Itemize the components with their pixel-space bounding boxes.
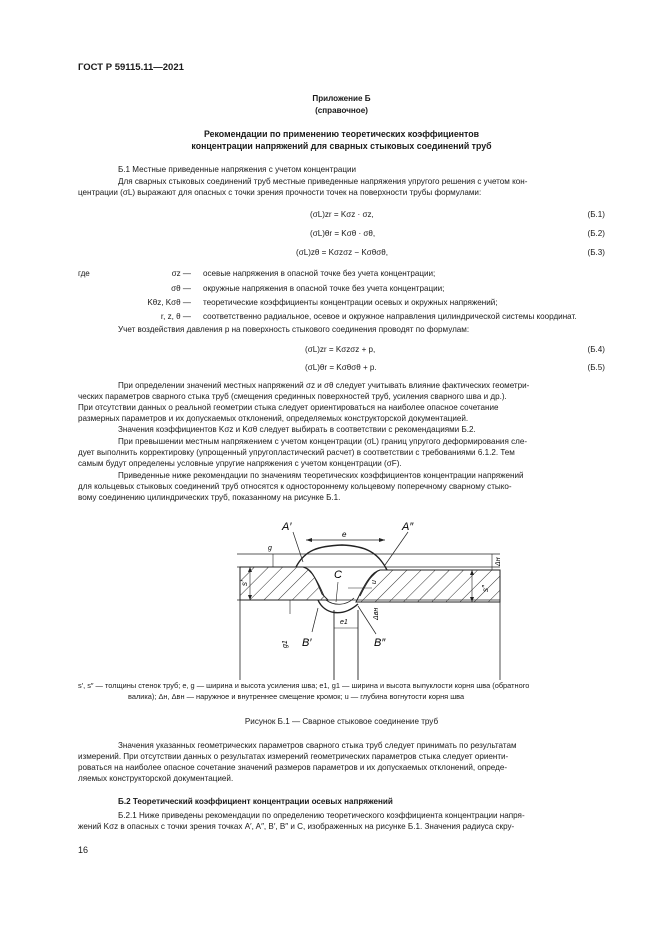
document-id: ГОСТ Р 59115.11—2021 <box>78 62 184 73</box>
appendix-title: Приложение Б <box>312 94 371 103</box>
equation-b5-formula: (σL)θr = Kσθσθ + p. <box>305 363 377 372</box>
where-word: где <box>78 269 90 278</box>
b1-p4: Значения коэффициентов Kσz и Kσθ следует выбирать в соответствии с рекомендациями Б.2. <box>118 425 476 434</box>
b1-p1-line2: центрации (σL) выражают для опасных с точки зрения прочности точек на поверхности трубы формулами: <box>78 188 482 197</box>
equation-b2-number: (Б.2) <box>587 229 605 238</box>
label-s-double-prime: s″ <box>481 585 490 592</box>
label-a-prime: A′ <box>282 521 292 533</box>
appendix-subtitle: (справочное) <box>315 106 368 115</box>
equation-b4 <box>0 344 661 356</box>
label-s-prime: s′ <box>240 580 249 586</box>
equation-b2 <box>0 228 661 240</box>
right-pipe-wall <box>356 570 500 602</box>
equation-b4-formula: (σL)zr = Kσzσz + p, <box>305 345 376 354</box>
label-c: C <box>334 569 342 581</box>
b1-p6-line2: для кольцевых стыковых соединений труб относятся к одностороннему кольцевому поперечному сварному стыко- <box>78 482 512 491</box>
label-g: g <box>268 545 272 552</box>
figure-legend-line2: валика); Δн, Δвн — наружное и внутреннее смещение кромок; u — глубина вогнутости корня шва <box>128 692 465 701</box>
b1-p5-line3: самым будут определены условные упругие напряжения с учетом концентрации (σF). <box>78 459 402 468</box>
b1-p3-line2: ческих параметров сварного стыка труб (смещения срединных поверхностей труб, усиления сварного шва и др.). <box>78 392 507 401</box>
definition-symbol: σθ — <box>171 284 191 293</box>
b1-heading: Б.1 Местные приведенные напряжения с учетом концентрации <box>118 165 357 174</box>
label-b-prime: B′ <box>302 637 312 649</box>
equation-b1-formula: (σL)zr = Kσz · σz, <box>310 210 374 219</box>
b2-heading: Б.2 Теоретический коэффициент концентрации осевых напряжений <box>118 797 393 806</box>
definition-symbol: σz — <box>171 269 191 278</box>
b1-p6-line1: Приведенные ниже рекомендации по значениям теоретических коэффициентов концентрации напряжений <box>118 471 524 480</box>
definition-text: осевые напряжения в опасной точке без учета концентрации; <box>203 269 436 278</box>
b1-p5-line2: дует выполнить корректировку (упрощенный упругопластический расчет) в соответствии с требованиями 6.1.2. Тем <box>78 448 515 457</box>
definition-text: соответственно радиальное, осевое и окружное направления цилиндрической системы координат. <box>203 312 577 321</box>
weld-joint-figure <box>0 510 661 680</box>
figure-caption: Рисунок Б.1 — Сварное стыковое соединение труб <box>244 717 439 726</box>
definition-symbol: Kθz, Kσθ — <box>147 298 191 307</box>
label-u: u <box>371 580 378 584</box>
left-pipe-wall <box>240 567 328 600</box>
equation-b5 <box>0 362 661 374</box>
weld-cap <box>296 545 387 570</box>
b1-p2: Учет воздействия давления p на поверхность стыкового соединения проводят по формулам: <box>118 325 470 334</box>
label-b-double-prime: B″ <box>374 637 386 649</box>
equation-b3-number: (Б.3) <box>587 248 605 257</box>
b1-p3-line4: размерных параметров и их допускаемых отклонений, определяемых конструкторской документацией. <box>78 414 469 423</box>
b1-p3-line3: При отсутствии данных о реальной геометрии стыка следует ориентироваться на наиболее опасное сочетание <box>78 403 499 412</box>
page-number: 16 <box>78 845 89 855</box>
equation-b4-number: (Б.4) <box>587 345 605 354</box>
label-delta-outer: Δн <box>495 557 502 566</box>
after-p1-line2: измерений. При отсутствии данных о результатах измерений геометрических параметров стыка следует ориенти- <box>78 752 509 761</box>
definition-text: окружные напряжения в опасной точке без учета концентрации; <box>203 284 445 293</box>
label-delta-inner: Δвн <box>373 607 380 620</box>
equation-b1 <box>0 209 661 221</box>
label-g1: g1 <box>282 640 289 648</box>
b1-p1-line1: Для сварных стыковых соединений труб местные приведенные напряжения упругого решения с учетом кон- <box>118 177 528 186</box>
label-a-double-prime: A″ <box>402 521 414 533</box>
definition-text: теоретические коэффициенты концентрации осевых и окружных напряжений; <box>203 298 498 307</box>
equation-b5-number: (Б.5) <box>587 363 605 372</box>
b1-p3-line1: При определении значений местных напряжений σz и σθ следует учитывать влияние фактических геометри- <box>118 381 530 390</box>
label-e1: e1 <box>340 619 348 626</box>
b1-p6-line3: вому соединению цилиндрических труб, показанному на рисунке Б.1. <box>78 493 341 502</box>
section-title-line1: Рекомендации по применению теоретических коэффициентов <box>203 129 479 139</box>
b2-p1-line1: Б.2.1 Ниже приведены рекомендации по определению теоретического коэффициента концентрации напря- <box>118 811 525 820</box>
definition-symbol: r, z, θ — <box>160 312 191 321</box>
after-p1-line1: Значения указанных геометрических параметров сварного стыка труб следует принимать по результатам <box>118 741 517 750</box>
b2-p1-line2: жений Kσz в опасных с точки зрения точках A′, A″, B′, B″ и C, изображенных на рисунке Б.1. Значения радиуса скру- <box>78 822 515 831</box>
weld-root <box>318 600 358 613</box>
after-p1-line4: ляемых конструкторской документацией. <box>78 774 234 783</box>
equation-b3 <box>0 247 661 259</box>
section-title-line2: концентрации напряжений для сварных стыковых соединений труб <box>191 141 492 151</box>
after-p1-line3: роваться на наиболее опасное сочетание значений размеров параметров и их допускаемых отклонений, опреде- <box>78 763 508 772</box>
figure-legend-line1: s′, s″ — толщины стенок труб; e, g — ширина и высота усиления шва; e1, g1 — ширина и высота выпуклости корня шва (обратного <box>78 681 530 690</box>
equation-b1-number: (Б.1) <box>587 210 605 219</box>
b1-p5-line1: При превышении местным напряжением с учетом концентрации (σL) границ упругого деформирования сле- <box>118 437 528 446</box>
label-e: e <box>342 530 347 539</box>
equation-b2-formula: (σL)θr = Kσθ · σθ, <box>310 229 376 238</box>
equation-b3-formula: (σL)zθ = Kσzσz − Kσθσθ, <box>296 248 389 257</box>
